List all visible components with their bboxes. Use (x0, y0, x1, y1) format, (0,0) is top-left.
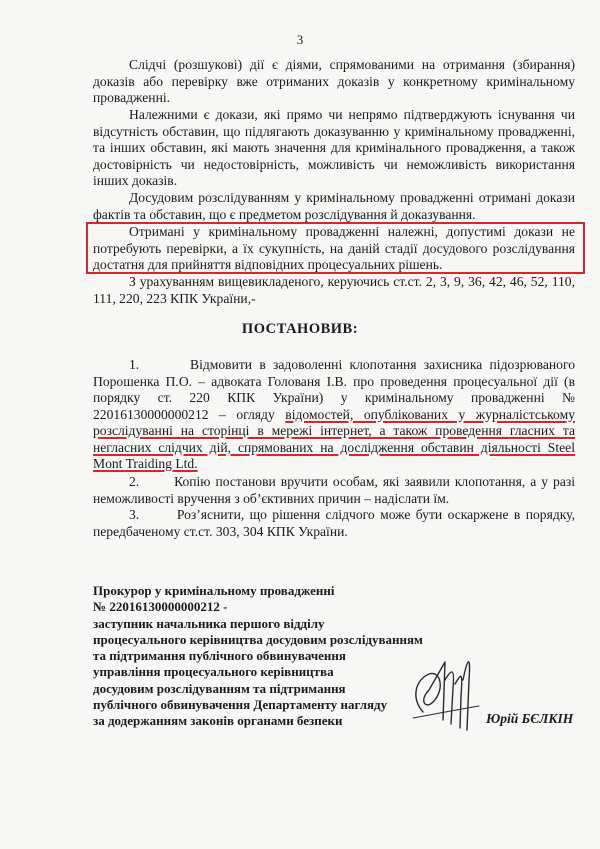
paragraph-evidence-sufficient: Отримані у кримінальному провадженні належні, допустимі докази не потребують перевірки, а їх сукупність, на даній стадії досудового розслідування достатня для прийняття відповідних процесуальних рішень. (93, 224, 575, 272)
handwritten-signature (405, 640, 483, 740)
underlined-passage: відомостей, опублікованих у журналістському розслідуванні на сторінці в мережі інтернет, а також проведення гласних та негласних слідчих дій, спрямованих на дослідження обставин діяльності Steel Mont Traiding Ltd. (93, 406, 575, 471)
signature-line: та підтримання публічного обвинувачення (93, 648, 346, 664)
decision-item-1 (93, 357, 575, 473)
signature-line: за додержанням законів органами безпеки (93, 713, 343, 729)
signature-line: заступник начальника першого відділу (93, 615, 325, 631)
paragraph-legal-basis: З урахуванням вищевикладеного, керуючись ст.ст. 2, 3, 9, 36, 42, 46, 52, 110, 111, 220, 223 КПК України,- (93, 274, 575, 306)
signature-block (93, 583, 453, 730)
page-number: 3 (296, 32, 304, 47)
paragraph-evidence-obtained: Досудовим розслідуванням у кримінальному провадженні отримані докази фактів та обставин, що є предметом розслідування й доказування. (93, 190, 575, 222)
paragraph-investigative-actions: Слідчі (розшукові) дії є діями, спрямованими на отримання (збирання) доказів або перевірку вже отриманих доказів у конкретному кримінальному провадженні. (93, 57, 575, 105)
decision-item-1-text: 1. Відмовити в задоволенні клопотання захисника підозрюваного Порошенка П.О. – адвоката Голованя І.В. про проведення процесуальної дії (в порядку ст. 220 КПК України) у кримінальному провадженні № 22016130000000212 – огляду (93, 357, 575, 422)
signature-line: № 22016130000000212 - (93, 599, 228, 615)
signature-line: Прокурор у кримінальному провадженні (93, 583, 335, 598)
signer-name: Юрій БЄЛКІН (486, 711, 574, 726)
signature-line: процесуального керівництва досудовим розслідуванням (93, 631, 423, 647)
decision-heading: ПОСТАНОВИВ: (241, 321, 359, 337)
signature-line: досудовим розслідуванням та підтримання (93, 680, 346, 696)
decision-item-2: 2. Копію постанови вручити особам, які заявили клопотання, а у разі неможливості вручення з об’єктивних причин – надіслати їм. (93, 474, 575, 506)
signature-line: управління процесуального керівництва (93, 664, 334, 680)
decision-item-3: 3. Роз’яснити, що рішення слідчого може бути оскаржене в порядку, передбаченому ст.ст. 303, 304 КПК України. (93, 507, 575, 539)
signature-line: публічного обвинувачення Департаменту нагляду (93, 697, 388, 713)
paragraph-relevant-evidence: Належними є докази, які прямо чи непрямо підтверджують існування чи відсутність обставин, що підлягають доказуванню у кримінальному провадженні, та інших обставин, які мають значення для кримінального провадження, а також достовірність чи недостовірність, можливість чи неможливість використання інших доказів. (93, 107, 575, 188)
